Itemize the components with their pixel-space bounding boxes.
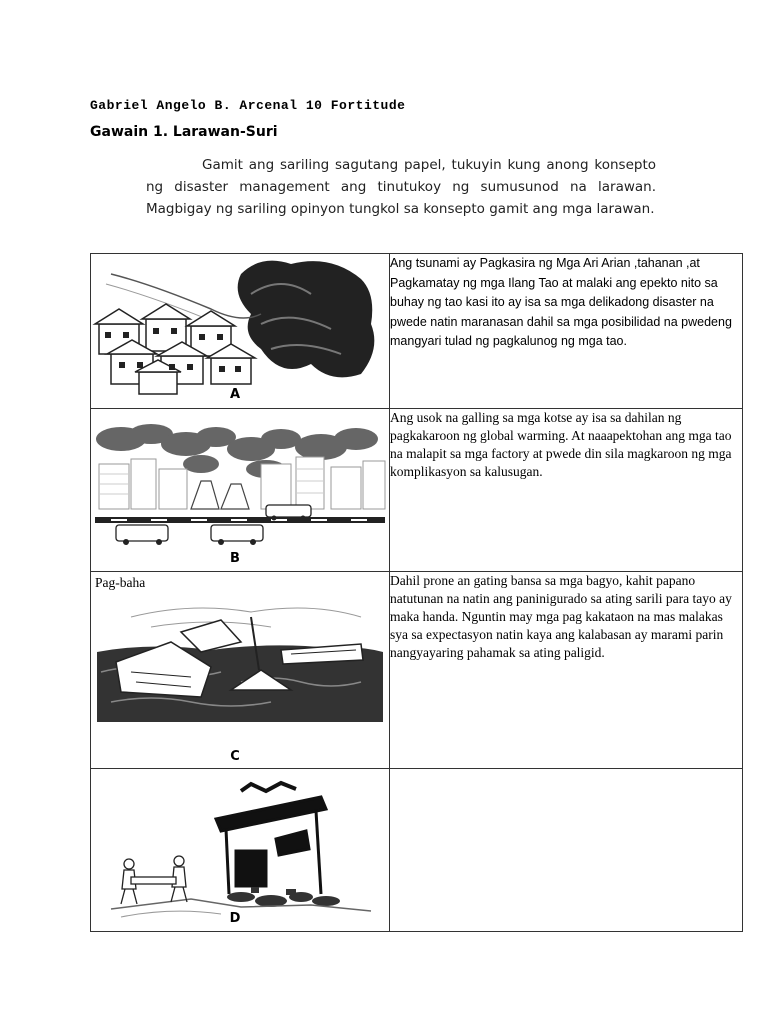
image-cell-b [91,409,390,572]
image-letter: B [230,551,240,566]
pollution-illustration [91,409,389,571]
activity-table [90,253,743,932]
image-caption: Pag-baha [95,575,146,590]
answer-cell-c: Dahil prone an gating bansa sa mga bagyo, kahit papano natutunan na natin ang paninigurado sa ating sarili para tayo ay maka handa. Nguntin may mga pag kakataon na mas malakas sya sa expectasyon natin kaya ang kalabasan ay marami parin nangyayaring pahamak sa ating paligid. [390,572,743,769]
image-letter: A [229,387,241,402]
tsunami-illustration [91,254,389,408]
instructions-paragraph: Gamit ang sariling sagutang papel, tukuyin kung anong konsepto ng disaster management ang tinutukoy ng sumusunod na larawan. Magbigay ng sariling opinyon tungkol sa konsepto gamit ang mga larawan. [146,157,656,217]
table-row [91,769,743,932]
student-name-line: Gabriel Angelo B. Arcenal 10 Fortitude [90,98,406,113]
answer-cell-a: Ang tsunami ay Pagkasira ng Mga Ari Arian ,tahanan ,at Pagkamatay ng mga Ilang Tao at malaki ang epekto nito sa buhay ng tao kasi ito ay isa sa mga delikadong disaster na pwede natin maranasan dahil sa mga posibilidad na pwedeng mangyari tulad ng pagkalunog ng mga tao. [390,254,743,409]
image-cell-d [91,769,390,932]
table-row [91,254,743,409]
answer-cell-d [390,769,743,932]
image-letter: C [230,749,240,764]
image-letter: D [229,911,241,926]
table-row [91,409,743,572]
image-cell-c [91,572,390,769]
image-cell-a [91,254,390,409]
earthquake-illustration [91,769,389,931]
activity-title: Gawain 1. Larawan-Suri [90,124,278,140]
answer-cell-b: Ang usok na galling sa mga kotse ay isa sa dahilan ng pagkakaroon ng global warming. At naaapektohan ang mga tao na malapit sa mga factory at pwede din sila magkaroon ng mga komplikasyon sa kalusugan. [390,409,743,572]
flood-illustration [91,572,389,768]
table-row [91,572,743,769]
